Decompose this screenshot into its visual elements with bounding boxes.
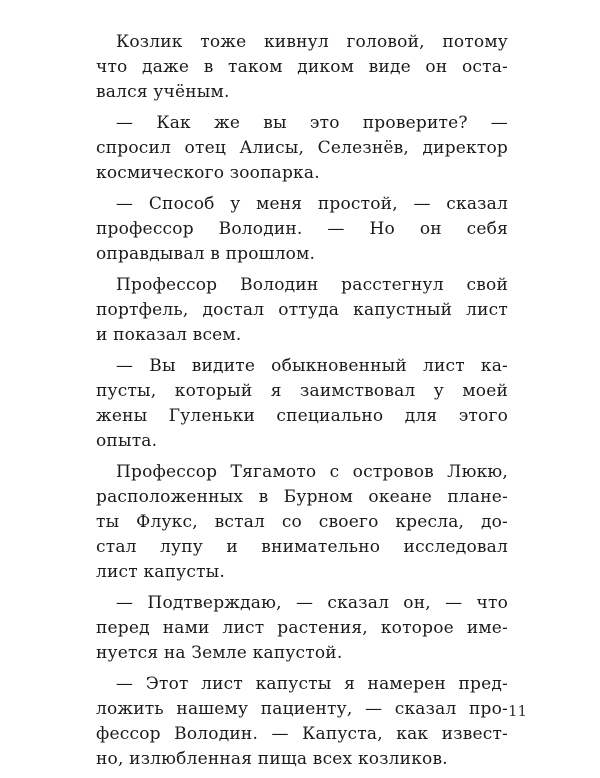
text-line: спросил отец Алисы, Селезнёв, директор xyxy=(96,138,508,158)
paragraph xyxy=(96,111,508,186)
text-line: Козлик тоже кивнул головой, потому xyxy=(116,32,508,52)
text-line: Профессор Володин расстегнул свой xyxy=(116,275,508,295)
paragraph xyxy=(96,460,508,585)
text-line: нуется на Земле капустой. xyxy=(96,643,343,663)
paragraph xyxy=(96,591,508,666)
text-line: ты Флукс, встал со своего кресла, до- xyxy=(96,512,508,532)
text-line: фессор Володин. — Капуста, как извест- xyxy=(96,724,508,744)
text-line: и показал всем. xyxy=(96,325,242,345)
text-line: стал лупу и внимательно исследовал xyxy=(96,537,508,557)
paragraph xyxy=(96,354,508,454)
paragraph xyxy=(96,672,508,772)
page-text xyxy=(96,30,508,778)
page-number: 11 xyxy=(508,702,528,720)
paragraph xyxy=(96,30,508,105)
text-line: профессор Володин. — Но он себя xyxy=(96,219,508,239)
text-line: оправдывал в прошлом. xyxy=(96,244,316,264)
text-line: космического зоопарка. xyxy=(96,163,320,183)
text-line: жены Гуленьки специально для этого xyxy=(96,406,508,426)
paragraph xyxy=(96,192,508,267)
text-line: что даже в таком диком виде он оста- xyxy=(96,57,508,77)
text-line: но, излюбленная пища всех козликов. xyxy=(96,749,448,769)
paragraph xyxy=(96,273,508,348)
text-line: ложить нашему пациенту, — сказал про- xyxy=(96,699,508,719)
text-line: опыта. xyxy=(96,431,158,451)
text-line: — Способ у меня простой, — сказал xyxy=(116,194,508,214)
text-line: вался учёным. xyxy=(96,82,230,102)
text-line: пусты, который я заимствовал у моей xyxy=(96,381,508,401)
text-line: — Как же вы это проверите? — xyxy=(116,113,508,133)
text-line: — Вы видите обыкновенный лист ка- xyxy=(116,356,508,376)
text-line: Профессор Тягамото с островов Люкю, xyxy=(116,462,508,482)
text-line: лист капусты. xyxy=(96,562,226,582)
text-line: портфель, достал оттуда капустный лист xyxy=(96,300,508,320)
text-line: — Подтверждаю, — сказал он, — что xyxy=(116,593,508,613)
text-line: перед нами лист растения, которое име- xyxy=(96,618,508,638)
text-line: — Этот лист капусты я намерен пред- xyxy=(116,674,508,694)
text-line: расположенных в Бурном океане плане- xyxy=(96,487,508,507)
